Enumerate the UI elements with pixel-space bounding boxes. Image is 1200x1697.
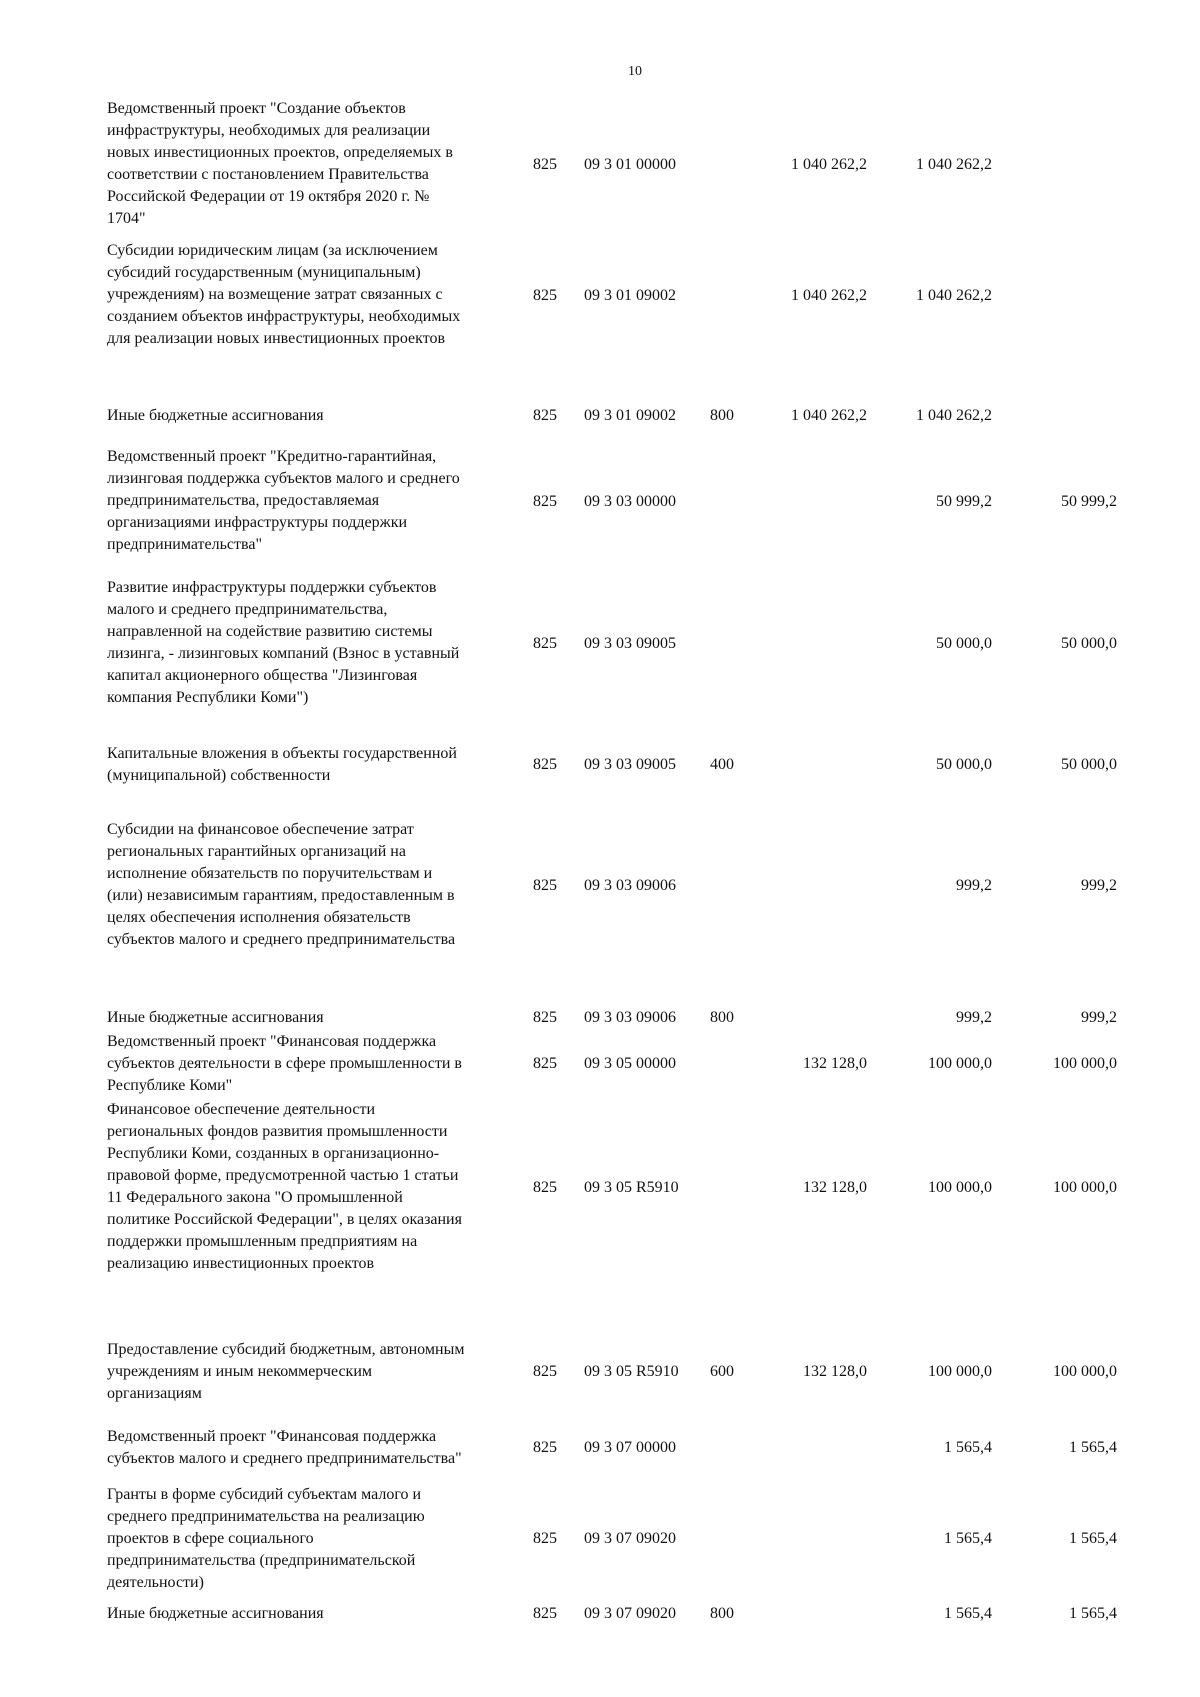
expense-type-code xyxy=(710,446,750,558)
amount-year-1: 1 040 262,2 xyxy=(791,155,867,173)
amount-year-3 xyxy=(1005,98,1117,231)
amount-year-1: 1 040 262,2 xyxy=(791,407,867,424)
amount-year-2: 50 000,0 xyxy=(936,634,992,652)
table-row xyxy=(0,577,1200,710)
amount-year-1 xyxy=(755,577,867,710)
amount-year-3: 100 000,0 xyxy=(1053,1055,1117,1072)
row-description: Финансовое обеспечение деятельности региональных фондов развития промышленности Республики Коми, созданных в организационно- правовой форме, предусмотренной частью 1 статьи 11 Федерального закона "О промышленной политике Российской Федерации", в целях оказания поддержки промышленным предприятиям на реализацию инвестиционных проектов xyxy=(107,1101,462,1272)
amount-year-2: 1 040 262,2 xyxy=(916,407,992,424)
amount-year-1 xyxy=(755,819,867,952)
target-item-code: 09 3 03 09006 xyxy=(584,876,676,894)
target-item-code: 09 3 05 00000 xyxy=(584,1055,676,1072)
department-code: 825 xyxy=(533,287,557,304)
row-description: Ведомственный проект "Кредитно-гарантийная, лизинговая поддержка субъектов малого и среднего предпринимательства, предоставляемая организациями инфраструктуры поддержки предпринимательства" xyxy=(107,448,460,553)
amount-year-2: 100 000,0 xyxy=(928,1178,992,1196)
expense-type-code: 800 xyxy=(710,1605,734,1622)
table-row xyxy=(0,1339,1200,1405)
amount-year-3: 1 565,4 xyxy=(1069,1530,1117,1547)
amount-year-3 xyxy=(1005,240,1117,352)
amount-year-2: 1 565,4 xyxy=(944,1530,992,1547)
department-code: 825 xyxy=(533,407,557,424)
amount-year-3 xyxy=(1005,405,1117,427)
expense-type-code: 600 xyxy=(710,1363,734,1380)
target-item-code: 09 3 07 09020 xyxy=(584,1530,676,1547)
amount-year-2: 1 565,4 xyxy=(944,1439,992,1456)
row-description: Развитие инфраструктуры поддержки субъектов малого и среднего предпринимательства, направленной на содействие развитию системы лизинга, - лизинговых компаний (Взнос в уставный капитал акционерного общества "Лизинговая компания Республики Коми") xyxy=(107,579,460,706)
table-row xyxy=(0,1426,1200,1470)
amount-year-2: 50 999,2 xyxy=(936,493,992,510)
department-code: 825 xyxy=(533,1009,557,1026)
row-description: Предоставление субсидий бюджетным, автономным учреждениям и иным некоммерческим организациям xyxy=(107,1341,465,1402)
target-item-code: 09 3 03 09005 xyxy=(584,634,676,652)
amount-year-1: 132 128,0 xyxy=(803,1363,867,1380)
target-item-code: 09 3 03 00000 xyxy=(584,493,676,510)
amount-year-2: 100 000,0 xyxy=(928,1055,992,1072)
amount-year-1: 132 128,0 xyxy=(803,1178,867,1196)
expense-type-code xyxy=(710,1099,750,1276)
department-code: 825 xyxy=(533,1439,557,1456)
row-description: Гранты в форме субсидий субъектам малого и среднего предпринимательства на реализацию проектов в сфере социального предпринимательства (предпринимательской деятельности) xyxy=(107,1486,425,1591)
row-description: Иные бюджетные ассигнования xyxy=(107,407,324,424)
department-code: 825 xyxy=(533,1363,557,1380)
target-item-code: 09 3 01 09002 xyxy=(584,407,676,424)
expense-type-code: 800 xyxy=(710,1009,734,1026)
amount-year-1 xyxy=(755,743,867,787)
amount-year-1 xyxy=(755,446,867,558)
row-description: Субсидии на финансовое обеспечение затрат региональных гарантийных организаций на исполнение обязательств по поручительствам и (или) независимым гарантиям, предоставленным в целях обеспечения исполнения обязательств субъектов малого и среднего предпринимательства xyxy=(107,821,456,948)
expense-type-code xyxy=(710,1484,750,1594)
target-item-code: 09 3 01 09002 xyxy=(584,287,676,304)
amount-year-2: 50 000,0 xyxy=(936,756,992,773)
table-row xyxy=(0,405,1200,427)
target-item-code: 09 3 03 09005 xyxy=(584,756,676,773)
row-description: Иные бюджетные ассигнования xyxy=(107,1009,324,1026)
expense-type-code: 800 xyxy=(710,407,734,424)
department-code: 825 xyxy=(533,876,557,894)
amount-year-2: 1 565,4 xyxy=(944,1605,992,1622)
target-item-code: 09 3 03 09006 xyxy=(584,1009,676,1026)
amount-year-2: 1 040 262,2 xyxy=(916,287,992,304)
table-row xyxy=(0,1484,1200,1594)
amount-year-1 xyxy=(755,1603,867,1625)
expense-type-code: 400 xyxy=(710,756,734,773)
table-row xyxy=(0,1603,1200,1625)
target-item-code: 09 3 01 00000 xyxy=(584,155,676,173)
expense-type-code xyxy=(710,1426,750,1470)
target-item-code: 09 3 07 00000 xyxy=(584,1439,676,1456)
row-description: Ведомственный проект "Создание объектов инфраструктуры, необходимых для реализации новых инвестиционных проектов, определяемых в соответствии с постановлением Правительства Российской Федерации от 19 октября 2020 г. № 1704" xyxy=(107,100,453,227)
amount-year-2: 1 040 262,2 xyxy=(916,155,992,173)
amount-year-3: 100 000,0 xyxy=(1053,1363,1117,1380)
expense-type-code xyxy=(710,577,750,710)
amount-year-1: 132 128,0 xyxy=(803,1055,867,1072)
department-code: 825 xyxy=(533,1178,557,1196)
expense-type-code xyxy=(710,98,750,231)
department-code: 825 xyxy=(533,155,557,173)
amount-year-2: 999,2 xyxy=(956,876,992,894)
amount-year-3: 1 565,4 xyxy=(1069,1439,1117,1456)
table-row xyxy=(0,98,1200,231)
department-code: 825 xyxy=(533,1605,557,1622)
table-row xyxy=(0,1031,1200,1097)
amount-year-3: 50 999,2 xyxy=(1061,493,1117,510)
department-code: 825 xyxy=(533,634,557,652)
expense-type-code xyxy=(710,240,750,352)
table-row xyxy=(0,1007,1200,1029)
table-row xyxy=(0,240,1200,352)
amount-year-2: 100 000,0 xyxy=(928,1363,992,1380)
amount-year-2: 999,2 xyxy=(956,1009,992,1026)
row-description: Субсидии юридическим лицам (за исключением субсидий государственным (муниципальным) учреждениям) на возмещение затрат связанных с созданием объектов инфраструктуры, необходимых для реализации новых инвестиционных проектов xyxy=(107,242,461,347)
table-row xyxy=(0,446,1200,558)
row-description: Ведомственный проект "Финансовая поддержка субъектов малого и среднего предпринимательства" xyxy=(107,1428,462,1467)
target-item-code: 09 3 05 R5910 xyxy=(584,1178,679,1196)
amount-year-1 xyxy=(755,1484,867,1594)
amount-year-3: 999,2 xyxy=(1081,1009,1117,1026)
table-row xyxy=(0,819,1200,952)
amount-year-3: 100 000,0 xyxy=(1053,1178,1117,1196)
department-code: 825 xyxy=(533,1055,557,1072)
table-row xyxy=(0,743,1200,787)
department-code: 825 xyxy=(533,493,557,510)
department-code: 825 xyxy=(533,1530,557,1547)
amount-year-3: 1 565,4 xyxy=(1069,1605,1117,1622)
amount-year-1 xyxy=(755,1426,867,1470)
amount-year-3: 50 000,0 xyxy=(1061,634,1117,652)
row-description: Ведомственный проект "Финансовая поддержка субъектов деятельности в сфере промышленности в Республике Коми" xyxy=(107,1033,462,1094)
target-item-code: 09 3 07 09020 xyxy=(584,1605,676,1622)
amount-year-1: 1 040 262,2 xyxy=(791,287,867,304)
amount-year-3: 50 000,0 xyxy=(1061,756,1117,773)
expense-type-code xyxy=(710,819,750,952)
amount-year-1 xyxy=(755,1007,867,1029)
row-description: Иные бюджетные ассигнования xyxy=(107,1605,324,1622)
row-description: Капитальные вложения в объекты государственной (муниципальной) собственности xyxy=(107,745,457,784)
target-item-code: 09 3 05 R5910 xyxy=(584,1363,679,1380)
page-number: 10 xyxy=(628,64,642,79)
table-row xyxy=(0,1099,1200,1276)
department-code: 825 xyxy=(533,756,557,773)
expense-type-code xyxy=(710,1031,750,1097)
amount-year-3: 999,2 xyxy=(1081,876,1117,894)
